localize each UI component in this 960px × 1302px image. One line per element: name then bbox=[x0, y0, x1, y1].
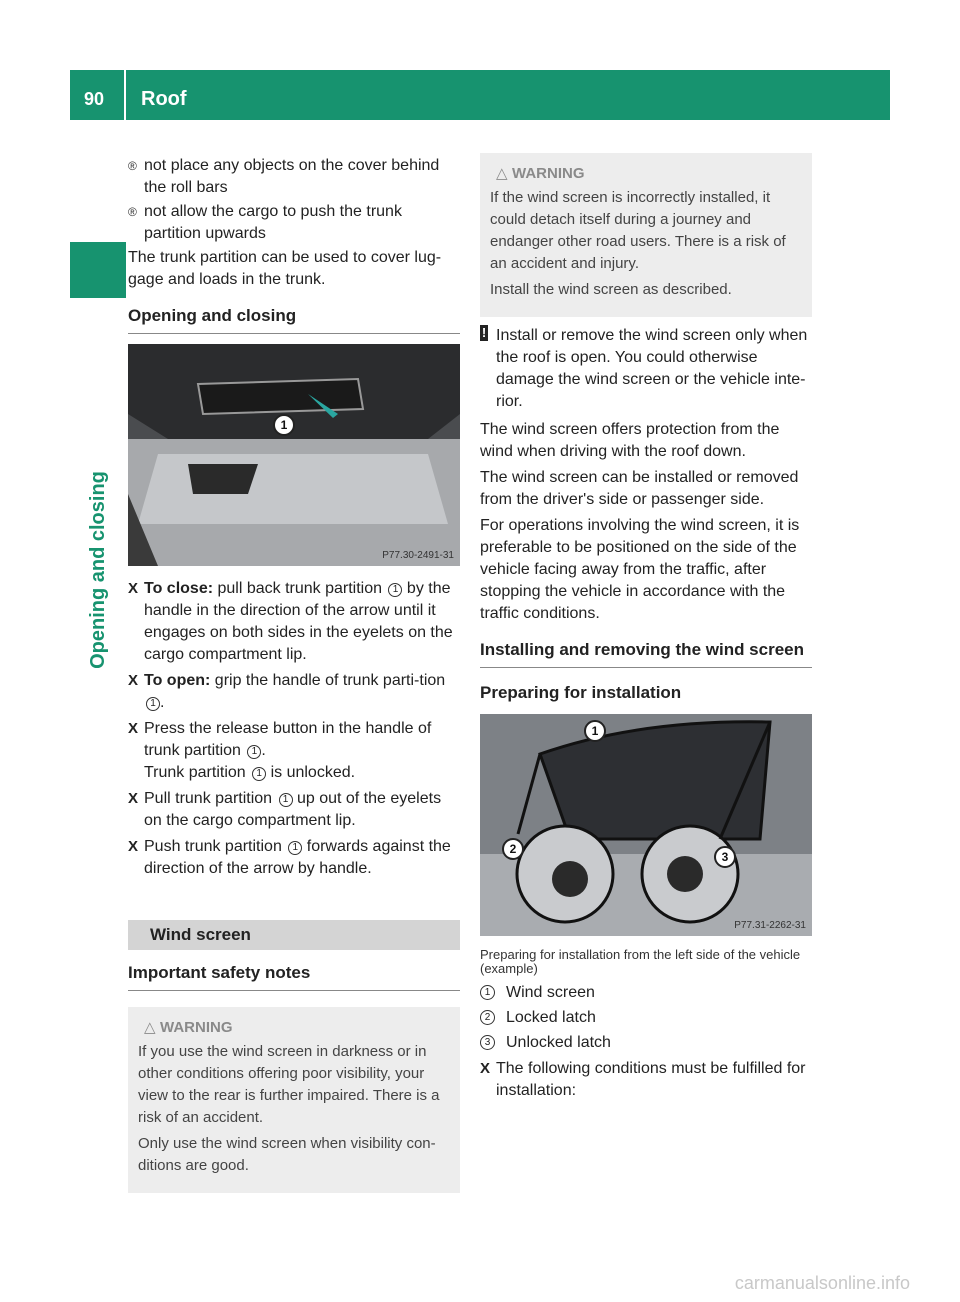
paragraph: The wind screen can be installed or removed from the driver's side or passenger side. bbox=[480, 469, 799, 508]
left-column bbox=[128, 155, 460, 1193]
step-text: is unlocked. bbox=[266, 764, 356, 781]
step-marker-icon: X bbox=[128, 720, 139, 737]
ref-1-icon: 1 bbox=[279, 793, 293, 807]
warning-triangle-icon: △ bbox=[496, 165, 508, 182]
photo-caption: Preparing for installation from the left side of the vehicle (example) bbox=[480, 947, 801, 976]
step-text: Trunk partition bbox=[144, 764, 251, 781]
step-marker-icon: X bbox=[128, 672, 139, 689]
trunk-illustration bbox=[128, 344, 460, 566]
heading-preparing: Preparing for installation bbox=[480, 683, 682, 702]
watermark: carmanualsonline.info bbox=[734, 1273, 910, 1293]
warning-text: If the wind screen is incorrectly installed, it could detach itself during a journey and endanger other road users. There is a risk of an accident and injury. bbox=[490, 189, 786, 272]
step-text: grip the handle of trunk parti-tion bbox=[210, 672, 446, 689]
trunk-partition-photo bbox=[128, 344, 460, 566]
legend-label: Locked latch bbox=[506, 1009, 596, 1026]
caution-text: Install or remove the wind screen only when the roof is open. You could otherwise damage the wind screen or the vehicle inte-rior. bbox=[496, 327, 808, 410]
legend-item bbox=[480, 982, 812, 1004]
step-marker-icon: X bbox=[128, 580, 139, 597]
section-title: Roof bbox=[141, 88, 187, 110]
legend-label: Unlocked latch bbox=[506, 1034, 611, 1051]
step-label: To open: bbox=[144, 672, 211, 689]
header-bar bbox=[70, 70, 890, 120]
step-item bbox=[480, 1058, 812, 1102]
warning-text: Only use the wind screen when visibility con-ditions are good. bbox=[138, 1135, 436, 1174]
step-item bbox=[128, 836, 460, 880]
right-column bbox=[480, 153, 812, 1106]
wind-screen-illustration bbox=[480, 714, 812, 936]
side-chapter-label bbox=[87, 471, 109, 669]
step-marker-icon: X bbox=[480, 1060, 491, 1077]
step-text: . bbox=[261, 742, 266, 759]
legend-item bbox=[480, 1032, 812, 1054]
step-label: To close: bbox=[144, 580, 214, 597]
warning-title-text: WARNING bbox=[160, 1019, 233, 1036]
callout-2: 2 bbox=[502, 838, 524, 860]
step-text: forwards against the direction of the arrow by handle. bbox=[144, 838, 451, 877]
warning-title-text: WARNING bbox=[512, 165, 585, 182]
legend-number: 2 bbox=[480, 1010, 495, 1025]
step-item bbox=[128, 670, 460, 714]
legend-number: 1 bbox=[480, 985, 495, 1000]
ref-1-icon: 1 bbox=[288, 841, 302, 855]
heading-safety-notes: Important safety notes bbox=[128, 962, 460, 991]
paragraph: For operations involving the wind screen, it is preferable to be positioned on the side of the vehicle facing away from the traffic, after stopping the vehicle in accordance with the traffic conditions. bbox=[480, 517, 800, 622]
warning-box-installation bbox=[480, 153, 812, 317]
warning-box-darkness bbox=[128, 1007, 460, 1193]
legend-label: Wind screen bbox=[506, 984, 595, 1001]
intro-paragraph: The trunk partition can be used to cover lug-gage and loads in the trunk. bbox=[128, 249, 442, 288]
step-marker-icon: X bbox=[128, 838, 139, 855]
ref-1-icon: 1 bbox=[247, 745, 261, 759]
page-number: 90 bbox=[84, 89, 105, 109]
step-text: up out of the eyelets on the cargo compartment lip. bbox=[144, 790, 442, 829]
callout-3: 3 bbox=[714, 846, 736, 868]
exclamation-icon: ! bbox=[481, 325, 487, 340]
ref-1-icon: 1 bbox=[146, 697, 160, 711]
warning-text: If you use the wind screen in darkness or in other conditions offering poor visibility, your view to the rear is further impaired. There is a risk of an accident. bbox=[138, 1043, 440, 1126]
photo-code: P77.31-2262-31 bbox=[734, 920, 806, 931]
heading-install-remove: Installing and removing the wind screen bbox=[480, 639, 812, 668]
list-item: ® not allow the cargo to push the trunk partition upwards bbox=[128, 201, 460, 245]
heading-wind-screen: Wind screen bbox=[128, 920, 460, 950]
close-open-steps bbox=[128, 578, 460, 880]
warning-title bbox=[490, 163, 802, 185]
step-text: by the handle in the direction of the arrow until it engages on both sides in the eyelets on the cargo compartment lip. bbox=[144, 580, 453, 663]
photo-code: P77.30-2491-31 bbox=[382, 550, 454, 561]
step-text: Push trunk partition bbox=[144, 838, 287, 855]
side-chapter-text: Opening and closing bbox=[87, 471, 109, 669]
list-item: ® not place any objects on the cover behind the roll bars bbox=[128, 155, 460, 199]
paragraph: The wind screen offers protection from the wind when driving with the roof down. bbox=[480, 421, 780, 460]
step-text: The following conditions must be fulfilled for installation: bbox=[496, 1060, 806, 1099]
legend-number: 3 bbox=[480, 1035, 495, 1050]
warning-triangle-icon: △ bbox=[144, 1019, 156, 1036]
heading-opening-closing: Opening and closing bbox=[128, 305, 460, 334]
step-marker-icon: X bbox=[128, 790, 139, 807]
step-text: Press the release button in the handle of trunk partition bbox=[144, 720, 432, 759]
step-item bbox=[128, 718, 460, 784]
warning-title bbox=[138, 1017, 450, 1039]
step-item bbox=[128, 578, 460, 666]
callout-1: 1 bbox=[584, 720, 606, 742]
step-text: Pull trunk partition bbox=[144, 790, 277, 807]
legend-item bbox=[480, 1007, 812, 1029]
wind-screen-photo bbox=[480, 714, 812, 936]
step-text: pull back trunk partition bbox=[213, 580, 387, 597]
ref-1-icon: 1 bbox=[388, 583, 402, 597]
caution-note bbox=[480, 325, 812, 413]
side-tab-marker bbox=[70, 242, 126, 298]
warning-text: Install the wind screen as described. bbox=[490, 281, 732, 298]
step-item bbox=[128, 788, 460, 832]
callout-1: 1 bbox=[273, 414, 295, 436]
ref-1-icon: 1 bbox=[252, 767, 266, 781]
step-text: . bbox=[160, 694, 165, 711]
